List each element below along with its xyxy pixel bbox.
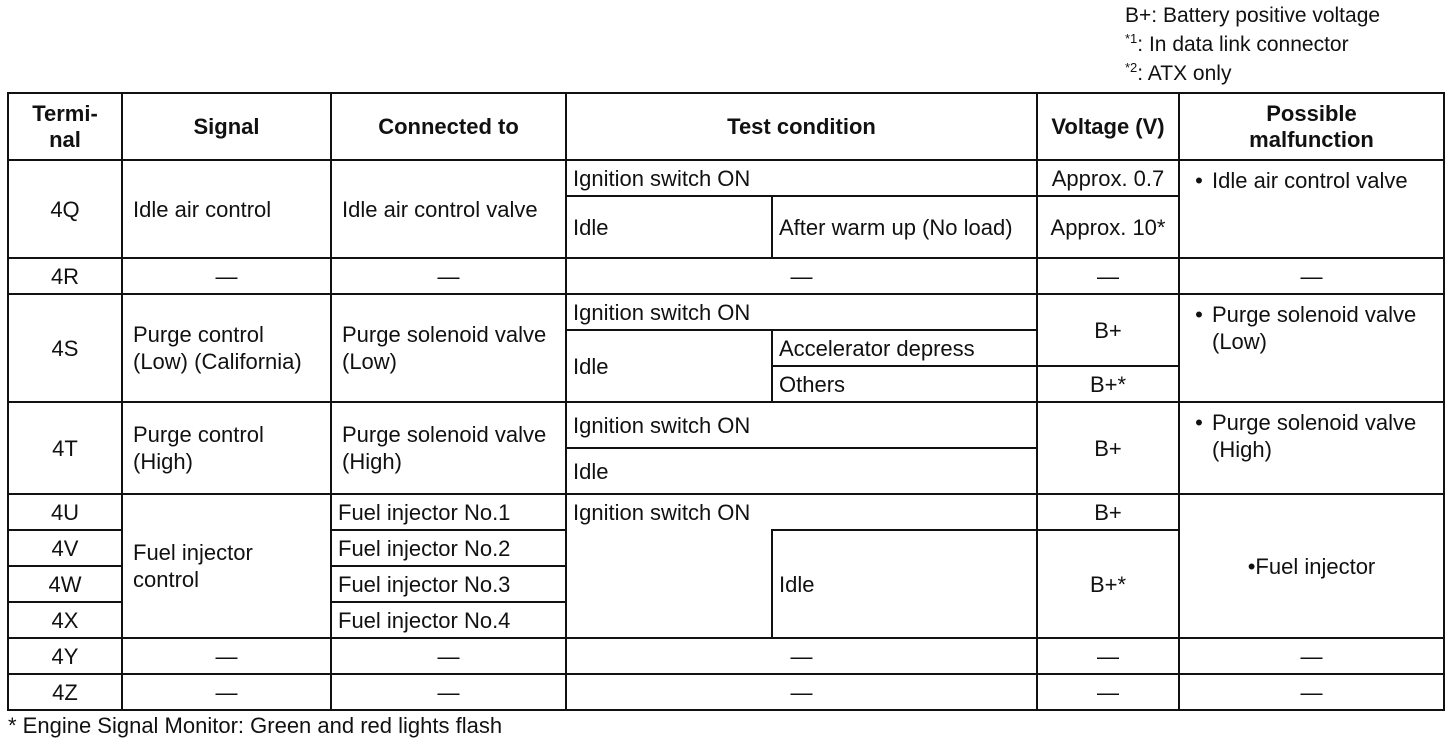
condition-detail-cell: Others <box>772 366 1037 402</box>
connected-cell: Purge solenoid valve (Low) <box>331 294 566 402</box>
legend-atx-text: : ATX only <box>1137 62 1232 85</box>
voltage-cell: B+ <box>1037 494 1179 530</box>
condition-cell: Ignition switch ON <box>566 494 1037 530</box>
condition-cell: — <box>566 674 1037 710</box>
connected-cell: Fuel injector No.4 <box>331 602 566 638</box>
connected-cell: Fuel injector No.3 <box>331 566 566 602</box>
connected-cell: Purge solenoid valve (High) <box>331 402 566 494</box>
malfunction-cell: • Purge solenoid valve (Low) <box>1179 294 1444 402</box>
malfunction-cell: • Idle air control valve <box>1179 160 1444 258</box>
footnote: * Engine Signal Monitor: Green and red lights flash <box>8 713 503 738</box>
legend-atx <box>1125 56 1380 85</box>
table-row <box>8 258 1444 294</box>
signal-cell: — <box>122 638 331 674</box>
table-row <box>8 294 1444 330</box>
legend-battery: B+: Battery positive voltage <box>1125 4 1381 27</box>
malfunction-cell: • Purge solenoid valve (High) <box>1179 402 1444 494</box>
voltage-cell: Approx. 0.7 <box>1037 160 1179 196</box>
connected-cell: — <box>331 258 566 294</box>
signal-cell: Idle air control <box>122 160 331 258</box>
terminal-cell: 4Y <box>8 638 122 674</box>
signal-cell: — <box>122 674 331 710</box>
condition-cell: Ignition switch ON <box>566 402 1037 448</box>
condition-cell: Ignition switch ON <box>566 160 1037 196</box>
signal-cell: Purge control (Low) (California) <box>122 294 331 402</box>
table-row <box>8 494 1444 530</box>
header-connected-to: Connected to <box>331 93 566 160</box>
connected-cell: Fuel injector No.1 <box>331 494 566 530</box>
header-terminal: Termi- nal <box>8 93 122 160</box>
terminal-cell: 4W <box>8 566 122 602</box>
bullet-icon: • <box>1195 302 1203 327</box>
terminal-cell: 4X <box>8 602 122 638</box>
connected-cell: Fuel injector No.2 <box>331 530 566 566</box>
bullet-icon: • <box>1247 553 1256 579</box>
condition-detail-cell: Accelerator depress <box>772 330 1037 366</box>
terminal-cell: 4R <box>8 258 122 294</box>
legend-mark-2: *2 <box>1125 60 1138 75</box>
voltage-cell: — <box>1037 638 1179 674</box>
condition-cell: — <box>566 638 1037 674</box>
terminal-cell: 4T <box>8 402 122 494</box>
terminal-table <box>7 92 1445 711</box>
condition-cell: Idle <box>772 530 1037 638</box>
connected-cell: — <box>331 674 566 710</box>
connected-cell: — <box>331 638 566 674</box>
header-row <box>8 93 1444 160</box>
malfunction-cell: — <box>1179 638 1444 674</box>
condition-detail-cell: After warm up (No load) <box>772 196 1037 258</box>
voltage-cell: B+ <box>1037 402 1179 494</box>
terminal-cell: 4Q <box>8 160 122 258</box>
voltage-cell: B+* <box>1037 366 1179 402</box>
signal-cell: Fuel injector control <box>122 494 331 638</box>
signal-cell: — <box>122 258 331 294</box>
bullet-icon: • <box>1195 168 1203 193</box>
connected-cell: Idle air control valve <box>331 160 566 258</box>
malfunction-cell: — <box>1179 258 1444 294</box>
voltage-cell: B+* <box>1037 530 1179 638</box>
voltage-cell: — <box>1037 674 1179 710</box>
condition-cell: Idle <box>566 330 772 402</box>
condition-cell: Idle <box>566 448 1037 494</box>
voltage-cell: Approx. 10* <box>1037 196 1179 258</box>
voltage-cell: B+ <box>1037 294 1179 366</box>
malfunction-cell: •Fuel injector <box>1179 494 1444 638</box>
terminal-cell: 4V <box>8 530 122 566</box>
terminal-cell: 4S <box>8 294 122 402</box>
terminal-cell: 4Z <box>8 674 122 710</box>
legend <box>1125 4 1380 85</box>
table-row <box>8 638 1444 674</box>
table-row <box>8 402 1444 448</box>
legend-data-link <box>1125 27 1380 56</box>
signal-cell: Purge control (High) <box>122 402 331 494</box>
voltage-cell: — <box>1037 258 1179 294</box>
header-signal: Signal <box>122 93 331 160</box>
condition-blank-cell <box>566 530 772 638</box>
condition-cell: — <box>566 258 1037 294</box>
condition-cell: Idle <box>566 196 772 258</box>
malfunction-cell: — <box>1179 674 1444 710</box>
bullet-icon: • <box>1195 410 1203 435</box>
header-test-condition: Test condition <box>566 93 1037 160</box>
condition-cell: Ignition switch ON <box>566 294 1037 330</box>
table-row <box>8 160 1444 196</box>
header-voltage: Voltage (V) <box>1037 93 1179 160</box>
legend-data-link-text: : In data link connector <box>1137 33 1349 56</box>
table-row <box>8 674 1444 710</box>
terminal-cell: 4U <box>8 494 122 530</box>
header-malfunction: Possible malfunction <box>1179 93 1444 160</box>
legend-mark-1: *1 <box>1125 31 1138 46</box>
